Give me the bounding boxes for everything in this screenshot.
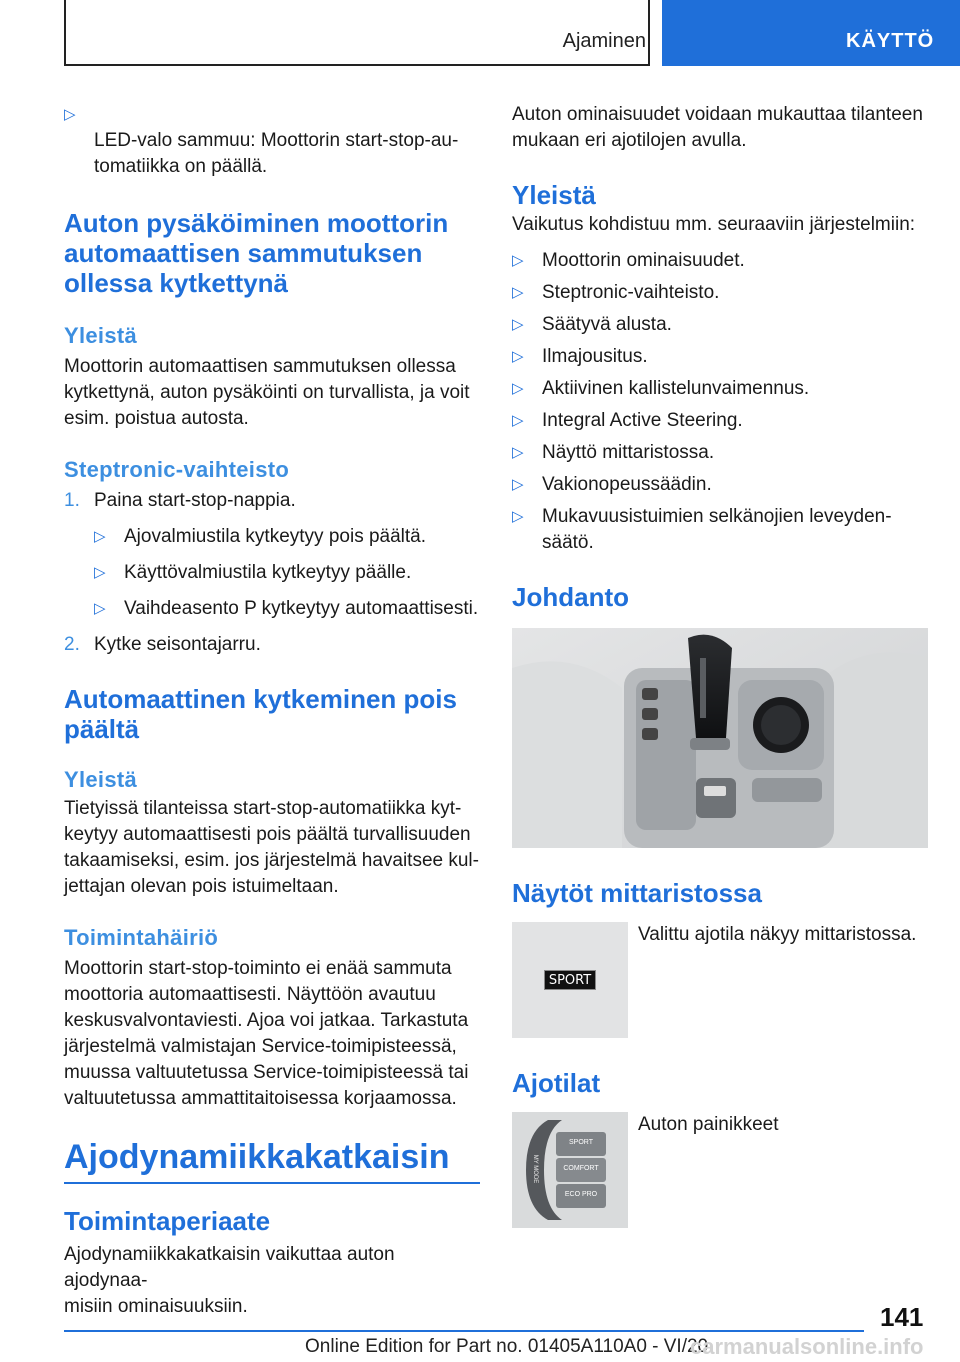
heading-general-2: Yleistä: [64, 767, 138, 792]
heading-displays: Näytöt mittaristossa: [512, 878, 762, 908]
heading-principle: Toimintaperiaate: [64, 1206, 271, 1236]
bullet-triangle-icon: ▷: [512, 444, 524, 461]
system-list-item: [512, 408, 928, 434]
step-item: [64, 632, 480, 658]
footer-rule: [64, 1330, 864, 1332]
system-text: Näyttö mittaristossa.: [542, 442, 715, 463]
heading-general: Yleistä: [512, 180, 596, 210]
system-text: Säätyvä alusta.: [542, 314, 672, 335]
heading-drive-dynamics-switch: Ajodynamiikkakatkaisin: [64, 1138, 450, 1176]
system-text: Integral Active Steering.: [542, 410, 743, 431]
system-text: Moottorin ominaisuudet.: [542, 250, 745, 271]
system-list-item: [512, 472, 928, 498]
heading-underline: [64, 1182, 480, 1184]
bullet-triangle-icon: ▷: [94, 528, 106, 545]
system-text: Vakionopeussäädin.: [542, 474, 712, 495]
center-console-photo: [512, 628, 928, 848]
page-number: 141: [880, 1302, 924, 1332]
system-list-item: [512, 248, 928, 274]
paragraph-affects: Vaikutus kohdistuu mm. seuraaviin järjestelmiin:: [512, 214, 916, 235]
bullet-triangle-icon: ▷: [512, 476, 524, 493]
bullet-triangle-icon: ▷: [94, 564, 106, 581]
step-text: Paina start-stop-nappia.: [94, 490, 296, 511]
center-console-illustration: [512, 628, 928, 848]
intro-bullet: [64, 102, 480, 180]
mode-button-sport: SPORT: [569, 1139, 593, 1146]
bullet-triangle-icon: ▷: [512, 252, 524, 269]
heading-park-auto-stop: Auton pysäköiminen moottorin automaattisen sammutuksen ollessa kytkettynä: [64, 208, 449, 298]
mode-buttons-image: [512, 1112, 628, 1228]
bullet-triangle-icon: ▷: [94, 600, 106, 617]
paragraph-modes: Auton painikkeet: [638, 1114, 779, 1135]
heading-modes: Ajotilat: [512, 1068, 601, 1098]
sub-bullet-text: Vaihdeasento P kytkeytyy automaattisesti.: [124, 598, 479, 619]
system-list-item: [512, 344, 928, 370]
paragraph-park: Moottorin automaattisen sammutuksen ollessa kytkettynä, auton pysäköinti on turvallista, ja voit esim. poistua autosta.: [64, 356, 470, 429]
right-column: [512, 102, 928, 1228]
system-list-item: [512, 440, 928, 466]
system-list-item: [512, 280, 928, 306]
modes-row: [512, 1112, 928, 1228]
system-text: Steptronic-vaihteisto.: [542, 282, 720, 303]
heading-general-1: Yleistä: [64, 323, 138, 348]
system-list-item: [512, 312, 928, 338]
heading-malfunction: Toimintahäiriö: [64, 925, 219, 950]
step-number: 1.: [64, 490, 80, 511]
system-text: Ilmajousitus.: [542, 346, 648, 367]
system-list-item: [512, 376, 928, 402]
sub-bullet-text: Ajovalmiustila kytkeytyy pois päältä.: [124, 526, 427, 547]
mode-button-my-mode: MY MODE: [532, 1154, 538, 1184]
paragraph-auto-off: Tietyissä tilanteissa start-stop-automatiikka kyt- keytyy automaattisesti pois päältä turvallisuuden takaamiseksi, esim. jos järjestelmä havaitsee kul- jettajan olevan pois istuimeltaan.: [64, 798, 479, 897]
bullet-triangle-icon: ▷: [512, 380, 524, 397]
sport-display-badge: SPORT: [544, 970, 596, 990]
sub-bullet-text: Käyttövalmiustila kytkeytyy päälle.: [124, 562, 412, 583]
display-row: [512, 922, 928, 1038]
sub-bullet-item: [94, 524, 480, 550]
system-text: Mukavuusistuimien selkänojien leveyden- säätö.: [542, 506, 892, 553]
step-item: [64, 488, 480, 514]
mode-button-comfort: COMFORT: [563, 1165, 599, 1172]
footer-edition: Online Edition for Part no. 01405A110A0 - VI/20: [305, 1336, 709, 1357]
intro-bullet-text: LED-valo sammuu: Moottorin start-stop-au- tomatiikka on päällä.: [94, 130, 459, 177]
system-list-item: [512, 504, 928, 556]
sport-display-image: [512, 922, 628, 1038]
header-chapter-tab: [662, 0, 960, 66]
header-chapter-label: KÄYTTÖ: [846, 30, 935, 52]
header-section-title: Ajaminen: [562, 30, 646, 52]
bullet-triangle-icon: ▷: [64, 106, 76, 123]
step-text: Kytke seisontajarru.: [94, 634, 261, 655]
bullet-triangle-icon: ▷: [512, 412, 524, 429]
sub-bullet-item: [94, 596, 480, 622]
step-number: 2.: [64, 634, 80, 655]
heading-auto-off: Automaattinen kytkeminen pois päältä: [64, 684, 457, 744]
mode-button-eco-pro: ECO PRO: [564, 1191, 598, 1198]
watermark: carmanualsonline.info: [690, 1334, 924, 1359]
paragraph-principle: Ajodynamiikkakatkaisin vaikuttaa auton ajodynaa- misiin ominaisuuksiin.: [64, 1244, 395, 1317]
paragraph-displays: Valittu ajotila näkyy mittaristossa.: [638, 924, 917, 945]
paragraph-malfunction: Moottorin start-stop-toiminto ei enää sammuta moottoria automaattisesti. Näyttöön avautuu keskusvalvontaviesti. Ajoa voi jatkaa. Tarkastuta järjestelmä valmistajan Service-toimipisteessä, muussa valtuutetussa Service-toimipisteessä tai valtuutetussa ammattitaitoisessa korjaamossa.: [64, 958, 469, 1109]
heading-intro: Johdanto: [512, 582, 629, 612]
left-column: [64, 102, 480, 1320]
system-text: Aktiivinen kallistelunvaimennus.: [542, 378, 810, 399]
sub-bullet-item: [94, 560, 480, 586]
heading-steptronic: Steptronic-vaihteisto: [64, 457, 290, 482]
bullet-triangle-icon: ▷: [512, 284, 524, 301]
paragraph-intro: Auton ominaisuudet voidaan mukauttaa tilanteen mukaan eri ajotilojen avulla.: [512, 104, 923, 151]
bullet-triangle-icon: ▷: [512, 508, 524, 525]
bullet-triangle-icon: ▷: [512, 316, 524, 333]
bullet-triangle-icon: ▷: [512, 348, 524, 365]
